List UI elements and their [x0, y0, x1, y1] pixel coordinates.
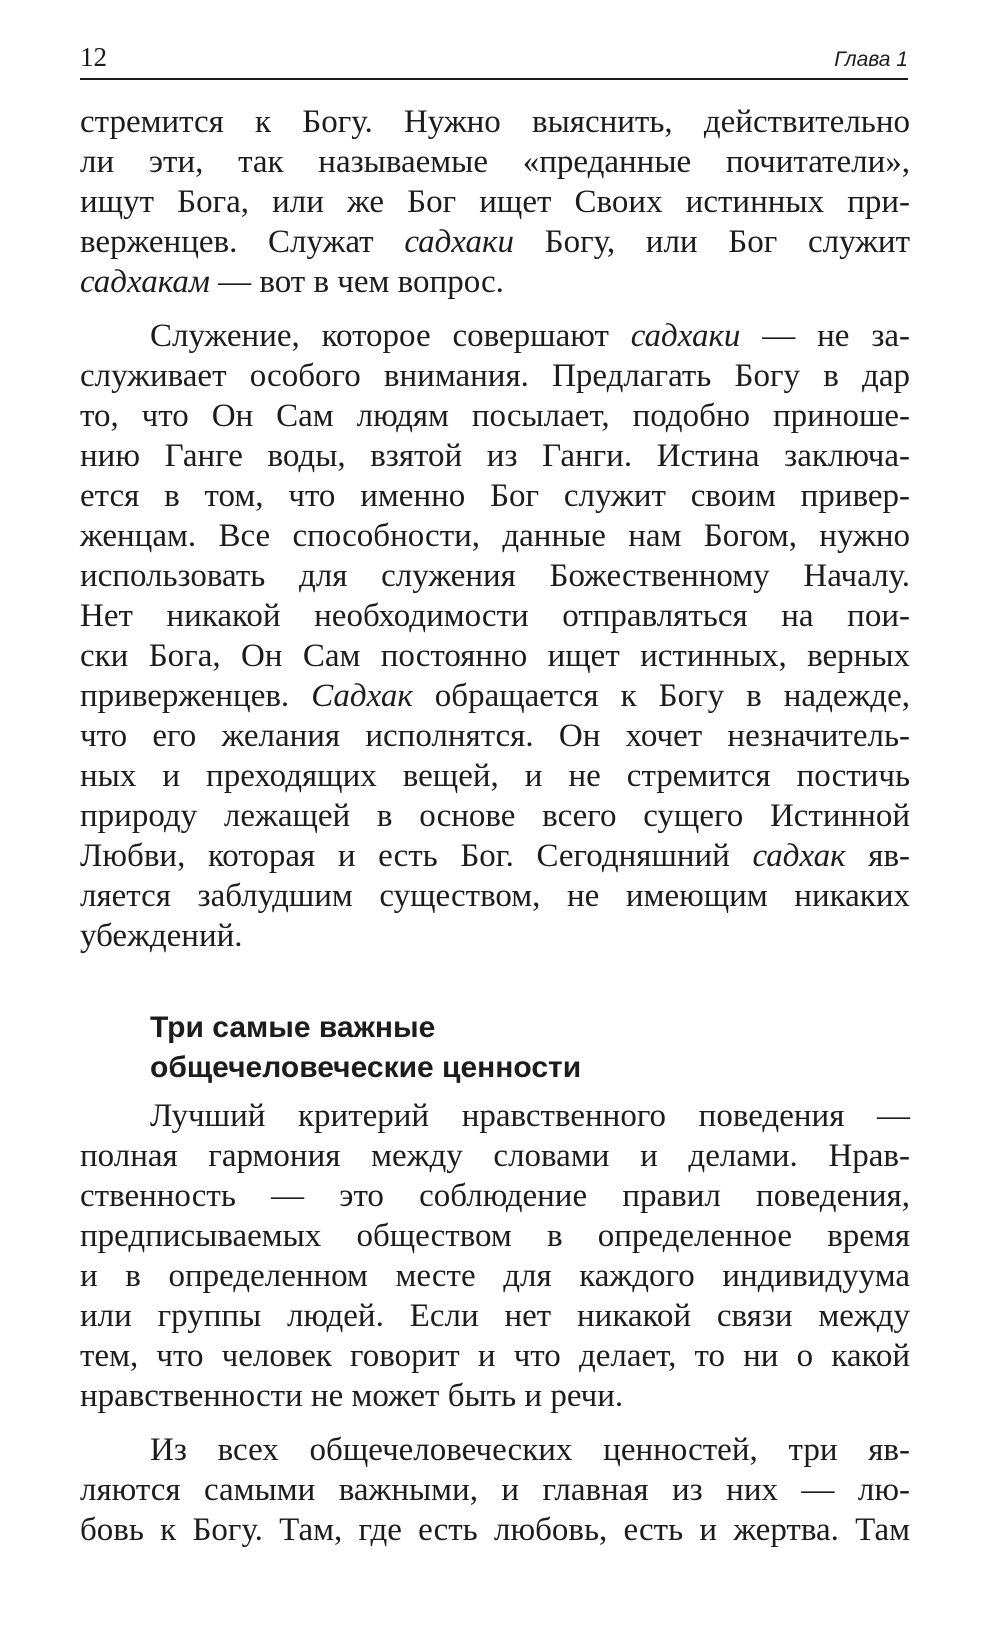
text-line: то, что Он Сам людям посылает, подобно приноше-	[80, 398, 910, 434]
text-line: нию Ганге воды, взятой из Ганги. Истина заключа-	[80, 438, 910, 474]
text-line: что его желания исполнятся. Он хочет незначитель-	[80, 718, 910, 754]
page-number: 12	[80, 42, 107, 72]
text-line: приверженцев. Садхак обращается к Богу в надежде,	[80, 678, 910, 714]
term-sadhaki: садхаки	[404, 224, 514, 260]
page-header	[80, 38, 908, 80]
term-sadhaki: садхаки	[630, 318, 741, 354]
text-line: и в определенном месте для каждого индивидуума	[80, 1258, 910, 1294]
text-line: предписываемых обществом в определенное время	[80, 1218, 910, 1254]
term-sadhak: садхак	[752, 838, 846, 874]
text-line: садхакам — вот в чем вопрос.	[80, 264, 504, 300]
text-line: бовь к Богу. Там, где есть любовь, есть и жертва. Там	[80, 1512, 910, 1548]
text-line: Лучший критерий нравственного поведения —	[150, 1098, 910, 1134]
text-line: ственность — это соблюдение правил поведения,	[80, 1178, 910, 1214]
text-line: Любви, которая и есть Бог. Сегодняшний садхак яв-	[80, 838, 911, 874]
term-sadhak: Садхак	[311, 678, 413, 714]
paragraph	[80, 316, 910, 956]
text-line: полная гармония между словами и делами. Нрав-	[80, 1138, 910, 1174]
text-line: ски Бога, Он Сам постоянно ищет истинных, верных	[80, 638, 910, 674]
paragraph	[80, 102, 910, 302]
running-head: Глава 1	[834, 48, 908, 71]
text-line: убеждений.	[80, 918, 243, 954]
text-line: ется в том, что именно Бог служит своим привер-	[80, 478, 910, 514]
body-text	[80, 102, 910, 1550]
text-line: Из всех общечеловеческих ценностей, три яв-	[150, 1432, 910, 1468]
term-sadhakam: садхакам	[80, 264, 210, 300]
text-line: женцам. Все способности, данные нам Богом, нужно	[80, 518, 910, 554]
paragraph	[80, 1096, 910, 1416]
section-heading-line: Три самые важные	[150, 1011, 436, 1044]
text-line: верженцев. Служат садхаки Богу, или Бог служит	[80, 224, 911, 260]
text-line: ляются самыми важными, и главная из них — лю-	[80, 1472, 910, 1508]
text-line: или группы людей. Если нет никакой связи между	[80, 1298, 910, 1334]
text-line: тем, что человек говорит и что делает, то ни о какой	[80, 1338, 910, 1374]
text-line: Служение, которое совершают садхаки — не за-	[150, 318, 910, 354]
paragraph	[80, 1430, 910, 1550]
section-heading-line: общечеловеческие ценности	[150, 1051, 582, 1084]
text-line: Нет никакой необходимости отправляться на пои-	[80, 598, 910, 634]
section-heading	[150, 1008, 910, 1088]
text-line: служивает особого внимания. Предлагать Богу в дар	[80, 358, 910, 394]
text-line: природу лежащей в основе всего сущего Истинной	[80, 798, 910, 834]
text-line: ных и преходящих вещей, и не стремится постичь	[80, 758, 910, 794]
text-line: ли эти, так называемые «преданные почитатели»,	[80, 144, 910, 180]
text-line: ищут Бога, или же Бог ищет Своих истинных при-	[80, 184, 910, 220]
text-line: стремится к Богу. Нужно выяснить, действительно	[80, 104, 910, 140]
text-line: использовать для служения Божественному Началу.	[80, 558, 910, 594]
text-line: нравственности не может быть и речи.	[80, 1378, 624, 1414]
text-line: ляется заблудшим существом, не имеющим никаких	[80, 878, 910, 914]
